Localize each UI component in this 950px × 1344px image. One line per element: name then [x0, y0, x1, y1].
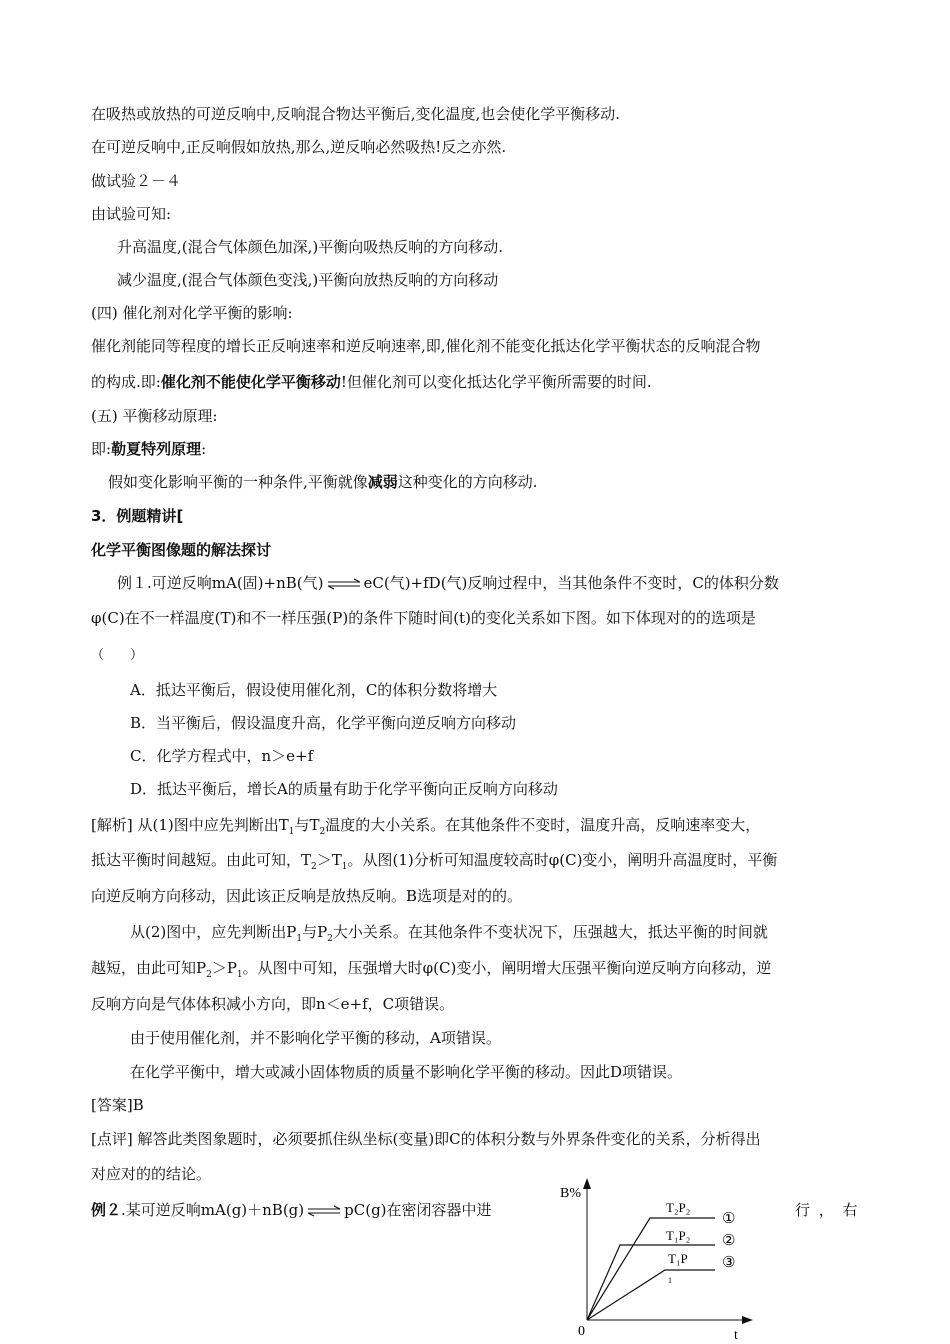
text-line: 反响方向是气体体积减小方向，即n＜e+f，C项错误。 — [91, 995, 455, 1013]
subscript: 2 — [319, 827, 326, 837]
text-span: ＞T — [316, 851, 342, 869]
subscript: 2 — [206, 970, 212, 980]
option-d: D．抵达平衡后，增长A的质量有助于化学平衡向正反响方向移动 — [130, 780, 558, 798]
equilibrium-arrow-icon — [306, 1205, 342, 1217]
x-axis-label: t — [734, 1328, 738, 1343]
subscript: 1 — [288, 827, 295, 837]
option-a: A．抵达平衡后，假设使用催化剂，C的体积分数将增大 — [130, 681, 498, 699]
subscript: 1 — [296, 934, 303, 944]
subscript: 2 — [327, 934, 333, 944]
bold-text: 催化剂不能使化学平衡移动 — [160, 373, 341, 391]
text-span: .某可逆反响mA(g)＋nB(g) — [121, 1201, 305, 1219]
curve-t2p2 — [587, 1218, 715, 1320]
text-span: 这种变化的方向移动. — [397, 473, 538, 491]
curve-label-t1p2: T₁P₂ — [666, 1228, 691, 1243]
text-line: 在吸热或放热的可逆反响中,反响混合物达平衡后,变化温度,也会使化学平衡移动. — [91, 105, 621, 123]
curve-label-t1p1: T₁P — [668, 1251, 688, 1266]
text-line — [117, 573, 779, 593]
text-span: 与P — [302, 923, 328, 941]
text-line: [点评] 解答此类图象题时，必须要抓住纵坐标(变量)即C的体积分数与外界条件变化的关系，分析得出 — [91, 1130, 761, 1148]
text-span: 即: — [91, 440, 112, 458]
equilibrium-arrow-icon — [326, 578, 362, 590]
text-span: 抵达平衡时间越短。由此可知，T — [91, 851, 312, 869]
text-span: 例１.可逆反响mA(固)+nB(气) — [117, 574, 324, 592]
origin-label: 0 — [578, 1324, 585, 1339]
section-heading: 3．例题精讲[ — [91, 507, 184, 525]
text-span: 大小关系。在其他条件不变状况下，压强越大，抵达平衡的时间就 — [332, 923, 768, 941]
y-arrow-icon — [583, 1178, 591, 1189]
text-span: 从(2)图中，应先判断出P — [130, 923, 297, 941]
text-line — [91, 815, 760, 835]
section-heading: (四) 催化剂对化学平衡的影响: — [91, 304, 293, 322]
subscript: 1 — [236, 970, 243, 980]
curve-label-sub: 1 — [668, 1276, 672, 1285]
equilibrium-graph — [560, 1175, 760, 1344]
text-line: 对应对的的结论。 — [91, 1165, 212, 1183]
text-line: 行 ， 右 — [795, 1201, 858, 1219]
text-line: [答案]B — [91, 1096, 144, 1114]
curve-marker-3: ③ — [722, 1255, 736, 1271]
answer-bracket: （ ） — [91, 648, 144, 663]
text-line: 催化剂能同等程度的增长正反响速率和逆反响速率,即,催化剂不能变化抵达化学平衡状态的反响混合物 — [91, 337, 761, 355]
text-line — [91, 850, 777, 870]
text-span: 。从图中可知，压强增大时φ(C)变小，阐明增大压强平衡向逆反响方向移动，逆 — [242, 959, 772, 977]
text-span: 越短，由此可知P — [91, 959, 207, 977]
text-line — [108, 472, 538, 492]
text-line: 在化学平衡中，增大或减小固体物质的质量不影响化学平衡的移动。因此D项错误。 — [130, 1063, 683, 1081]
curve-marker-2: ② — [722, 1233, 736, 1249]
text-line — [91, 1200, 492, 1220]
bold-text: 勒夏特列原理 — [111, 440, 202, 458]
x-arrow-icon — [742, 1316, 753, 1324]
subscript: 1 — [341, 862, 348, 872]
text-line — [130, 922, 768, 942]
option-c: C．化学方程式中，n＞e+f — [130, 747, 314, 765]
text-line — [91, 958, 771, 978]
text-span: ＞P — [211, 959, 237, 977]
option-b: B．当平衡后，假设温度升高，化学平衡向逆反响方向移动 — [130, 714, 517, 732]
text-line: 向逆反响方向移动，因此该正反响是放热反响。B选项是对的的。 — [91, 887, 523, 905]
section-heading: 化学平衡图像题的解法探讨 — [91, 541, 272, 559]
curve-t1p2 — [587, 1245, 715, 1320]
text-line: 由试验可知: — [91, 205, 172, 223]
curve-marker-1: ① — [722, 1211, 736, 1227]
bold-text: 减弱 — [367, 473, 398, 491]
curve-label-t2p2: T₂P₂ — [666, 1200, 691, 1215]
text-line — [91, 372, 652, 392]
text-line: 在可逆反响中,正反响假如放热,那么,逆反响必然吸热!反之亦然. — [91, 138, 507, 156]
text-line: 减少温度,(混合气体颜色变浅,)平衡向放热反响的方向移动 — [117, 271, 499, 289]
text-span: 的构成.即: — [91, 373, 161, 391]
text-span: : — [201, 440, 207, 458]
text-span: 温度的大小关系。在其他条件不变时，温度升高，反响速率变大， — [325, 816, 761, 834]
y-axis-label: B% — [560, 1186, 581, 1201]
text-line: 做试验２－４ — [91, 172, 182, 190]
bold-text: 例２ — [91, 1201, 122, 1219]
text-span: 假如变化影响平衡的一种条件,平衡就像 — [108, 473, 368, 491]
text-line: 由于使用催化剂，并不影响化学平衡的移动，A项错误。 — [130, 1029, 501, 1047]
text-span: pC(g)在密闭容器中进 — [344, 1201, 492, 1219]
text-span: [解析] 从(1)图中应先判断出T — [91, 816, 289, 834]
text-line — [91, 439, 206, 459]
text-span: eC(气)+fD(气)反响过程中，当其他条件不变时，C的体积分数 — [363, 574, 779, 592]
text-span: 。从图(1)分析可知温度较高时φ(C)变小，阐明升高温度时，平衡 — [347, 851, 778, 869]
text-span: 与T — [294, 816, 320, 834]
text-line: 升高温度,(混合气体颜色加深,)平衡向吸热反响的方向移动. — [117, 238, 504, 256]
subscript: 2 — [311, 862, 317, 872]
section-heading: (五) 平衡移动原理: — [91, 407, 218, 425]
text-line: φ(C)在不一样温度(T)和不一样压强(P)的条件下随时间(t)的变化关系如下图。如下体现对的的选项是 — [91, 609, 756, 627]
text-span: !但催化剂可以变化抵达化学平衡所需要的时间. — [340, 373, 652, 391]
